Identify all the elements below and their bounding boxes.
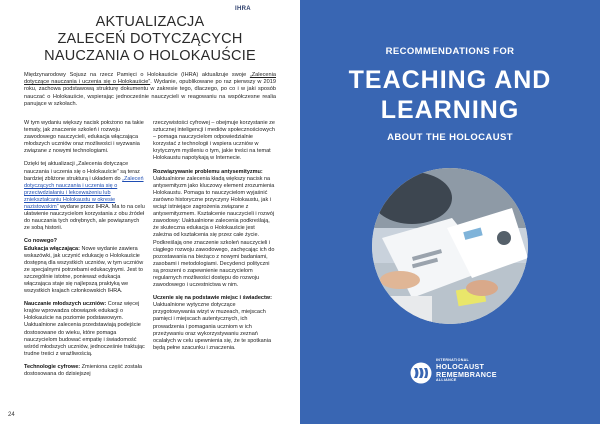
text-column-1 (24, 120, 146, 384)
text: wydane przez IHRA. Ma to na celu ułatwienie nauczycielom korzystania z obu źródeł do nauczania tych odrębnych, ale powiązanych ze sobą historii. (24, 204, 145, 232)
paragraph (24, 238, 146, 295)
title-line-3: NAUCZANIA O HOLOKAUŚCIE (44, 48, 256, 64)
cover-page (300, 0, 600, 424)
text: Coraz więcej krajów wprowadza obowiązek edukacji o Holokauście na poziomie podstawowym. Uaktualnione zalecenia przedstawiają podejście dostosowane do wieku, które pomaga nauczycielom budować empatię i świadomość wśród młodszych uczniów, jednocześnie traktując trudne treści z wrażliwością. (24, 301, 145, 357)
ihra-logo-text (436, 358, 497, 383)
title-line-2: ZALECEŃ DOTYCZĄCYCH (57, 31, 243, 47)
cover-line-recommendations: RECOMMENDATIONS FOR (385, 46, 515, 57)
intro-paragraph (24, 72, 276, 108)
paragraph: rzeczywistości cyfrowej – obejmuje korzystanie ze sztucznej inteligencji i mediów społecznościowych – pomaga nauczycielom odpowiedzialnie korzystać z technologii i wspiera uczniów w krytycznym myśleniu o tym, jakie treści na temat Holokaustu napotykają w Internecie. (153, 120, 275, 162)
paragraph (153, 169, 275, 290)
cover-line-about: ABOUT THE HOLOCAUST (387, 132, 513, 143)
logo-line-1: HOLOCAUST (436, 362, 485, 371)
text-column-2 (153, 120, 275, 358)
classroom-photo-illustration (372, 168, 528, 324)
logo-line-2: REMEMBRANCE (436, 369, 497, 379)
ihra-logo (410, 356, 500, 396)
intro-part-2: . Wydanie, opublikowane po raz pierwszy w 2019 roku, zachowa podstawową strukturę dokumentu w zakresie tego, dlaczego, po co i w jaki sposób nauczać o Holokauście, wspierając jednocześnie nauczycieli w reagowaniu na współczesne realia panujące w szkołach. (24, 79, 276, 107)
ihra-emblem-icon (410, 362, 432, 384)
heading-inclusive: Edukacja włączająca: (24, 245, 80, 252)
text: Zmieniona część została dostosowana do dzisiejszej (24, 363, 142, 377)
text: Uaktualnione wytyczne dotyczące przygotowywania wizyt w muzeach, miejscach pamięci i miejscach autentycznych, ich prowadzenia i pomagania uczniom w ich przeżywaniu oraz wykorzystywaniu zeznań ocalałych w celu upewnienia się, że te spotkania będą pełne szacunku i znaczenia. (153, 302, 272, 351)
paragraph (24, 161, 146, 232)
recommendations-link[interactable]: „Zaleceń dotyczących nauczania i uczenia się o przeciwdziałaniu i lekceważeniu lub zniekształcaniu Holokaustu w okresie nazistowskim” (24, 175, 144, 211)
intro-part-1: Międzynarodowy Sojusz na rzecz Pamięci o Holokauście (IHRA) aktualizuje swoje (24, 72, 250, 78)
logo-top: INTERNATIONAL (436, 358, 469, 362)
ihra-tag: IHRA (235, 6, 251, 12)
page-number: 24 (8, 412, 15, 418)
title-line-1: AKTUALIZACJA (95, 14, 205, 30)
page-title (30, 14, 270, 65)
text: Uaktualnione zalecenia kładą większy nacisk na antysemityzm jako kluczowy element zrozumienia Holokaustu. Pomaga to nauczycielom wyjaśnić zarówno historyczne przyczyny Holokaustu, jak i wciąż istniejące zagrożenia związane z antysemityzmem. Kształcenie nauczycieli i rozwój zawodowy: Uaktualnione zalecenia podkreślają, że skuteczna edukacja o Holokauście jest zależna od kształcenia się przez całe życie. Podkreślają one znaczenie szkoleń nauczycieli i ciągłego rozwoju zawodowego, zachęcając ich do pozostawania na bieżąco z nowymi badaniami, zasobami i metodologiami. Decydenci polityczni są proszeni o zapewnienie nauczycielom regularnych możliwości dostępu do rozwoju zawodowego i uczestnictwa w nim. (153, 175, 275, 289)
intro-underlined-title: „Zalecenia dotyczące nauczania i uczenia się o Holokauście” (24, 72, 276, 86)
logo-bottom: ALLIANCE (436, 378, 457, 383)
heading-places-testimony: Uczenie się na podstawie miejsc i świadectw: (153, 295, 272, 302)
heading-digital: Technologie cyfrowe: (24, 363, 81, 370)
cover-line-learning: LEARNING (380, 96, 520, 124)
paragraph (24, 301, 146, 358)
heading-antisemitism: Rozwiązywanie problemu antysemityzmu: (153, 168, 263, 175)
cover-line-teaching: TEACHING AND (348, 66, 552, 94)
paragraph: W tym wydaniu większy nacisk położono na takie tematy, jak znaczenie szkoleń i rozwoju zawodowego nauczycieli, edukacja włączająca młodszych uczniów oraz możliwości i wyzwania związane z nowymi technologiami. (24, 120, 144, 155)
cover-photo-classroom (372, 168, 528, 324)
text: Dzięki tej aktualizacji „Zalecenia dotyczące nauczania i uczenia się o Holokauście” są teraz bardziej zbliżone strukturą i układem do (24, 161, 140, 182)
paragraph (153, 295, 275, 352)
heading-young-learners: Nauczanie młodszych uczniów: (24, 301, 107, 308)
heading-whats-new: Co nowego? (24, 238, 57, 245)
text: Nowe wydanie zawiera wskazówki, jak uczynić edukację o Holokauście dostępną dla wszystkich uczniów, w tym uczniów ze specjalnymi potrzebami edukacyjnymi. Jest to szczególnie istotne, ponieważ edukacja włączająca staje się najlepszą praktyką we wszystkich krajach członkowskich IHRA. (24, 245, 144, 295)
paragraph (24, 364, 146, 378)
